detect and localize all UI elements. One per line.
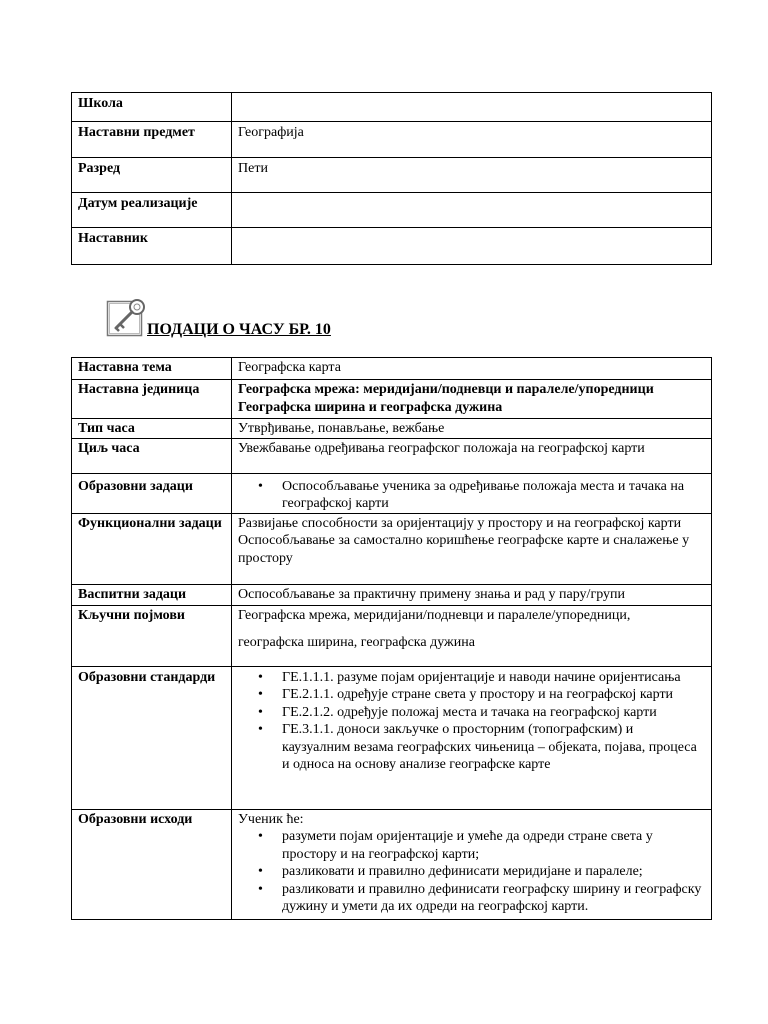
unit-line: Географска мрежа: меридијани/подневци и паралеле/упоредници (238, 382, 654, 397)
row-standards (72, 666, 712, 809)
row-label: Циљ часа (72, 438, 232, 473)
info-row-grade (72, 158, 712, 193)
list-item: • разликовати и правилно дефинисати географску ширину и географску дужину и умети да их одреди на географској карти. (282, 881, 705, 916)
row-value: Оспособљавање за практичну примену знања и рад у пару/групи (232, 584, 712, 605)
info-value: Географија (232, 122, 712, 158)
school-info-table (71, 92, 712, 265)
row-value (232, 605, 712, 666)
row-label: Функционални задаци (72, 513, 232, 584)
functional-line: Развијање способности за оријентацију у простору и на географској карти (238, 515, 682, 531)
info-label: Наставни предмет (72, 122, 232, 158)
info-value (232, 193, 712, 228)
row-key-terms (72, 605, 712, 666)
info-label: Школа (72, 93, 232, 122)
row-label: Образовни исходи (72, 809, 232, 919)
row-label: Наставна јединица (72, 380, 232, 419)
terms-line: географска ширина, географска дужина (238, 635, 475, 650)
row-value: Увежбавање одређивања географског положаја на географској карти (232, 438, 712, 473)
row-label: Васпитни задаци (72, 584, 232, 605)
list-item: • ГЕ.2.1.2. одређује положај места и тачака на географској карти (282, 704, 705, 722)
info-row-teacher (72, 228, 712, 265)
row-value: Географска карта (232, 358, 712, 380)
row-value: Утврђивање, понављање, вежбање (232, 419, 712, 439)
standards-list (238, 669, 705, 774)
outcomes-intro: Ученик ће: (238, 811, 304, 827)
section-title: ПОДАЦИ О ЧАСУ БР. 10 (147, 321, 331, 338)
row-functional-tasks (72, 513, 712, 584)
lesson-details-table (71, 357, 712, 920)
list-item: • разликовати и правилно дефинисати меридијане и паралеле; (282, 863, 705, 881)
terms-line: Географска мрежа, меридијани/подневци и паралеле/упоредници, (238, 607, 631, 623)
row-outcomes (72, 809, 712, 919)
list-item: • ГЕ.3.1.1. доноси закључке о просторним (топографским) и каузуалним везама географских чињеница – објеката, појава, процеса и односа на основу анализе географске карте (282, 721, 705, 774)
row-value (232, 380, 712, 419)
info-label: Наставник (72, 228, 232, 265)
row-value (232, 666, 712, 809)
row-label: Наставна тема (72, 358, 232, 380)
info-value (232, 93, 712, 122)
unit-line: Географска ширина и географска дужина (238, 399, 503, 415)
list-item: • разумети појам оријентације и умеће да одреди стране света у простору и на географској карти; (282, 828, 705, 863)
row-label: Кључни појмови (72, 605, 232, 666)
row-educational-tasks (72, 473, 712, 513)
row-goal (72, 438, 712, 473)
key-icon (106, 296, 150, 338)
row-label: Образовни стандарди (72, 666, 232, 809)
info-row-subject (72, 122, 712, 158)
row-topic (72, 358, 712, 380)
row-lesson-type (72, 419, 712, 439)
row-value (232, 809, 712, 919)
list-item: • ГЕ.1.1.1. разуме појам оријентације и наводи начине оријентисања (282, 669, 705, 687)
row-value (232, 513, 712, 584)
list-item: • Оспособљавање ученика за одређивање положаја места и тачака на географској карти (282, 478, 705, 513)
outcomes-list (238, 828, 705, 916)
info-value (232, 228, 712, 265)
row-label: Образовни задаци (72, 473, 232, 513)
functional-line: Оспособљавање за самостално коришћење географске карте и сналажење у простору (238, 533, 690, 566)
tasks-list (238, 478, 705, 513)
info-value: Пети (232, 158, 712, 193)
row-label: Тип часа (72, 419, 232, 439)
info-label: Разред (72, 158, 232, 193)
info-row-date (72, 193, 712, 228)
info-label: Датум реализације (72, 193, 232, 228)
row-unit (72, 380, 712, 419)
row-upbringing-tasks (72, 584, 712, 605)
info-row-school (72, 93, 712, 122)
list-item: • ГЕ.2.1.1. одређује стране света у простору и на географској карти (282, 686, 705, 704)
row-value (232, 473, 712, 513)
